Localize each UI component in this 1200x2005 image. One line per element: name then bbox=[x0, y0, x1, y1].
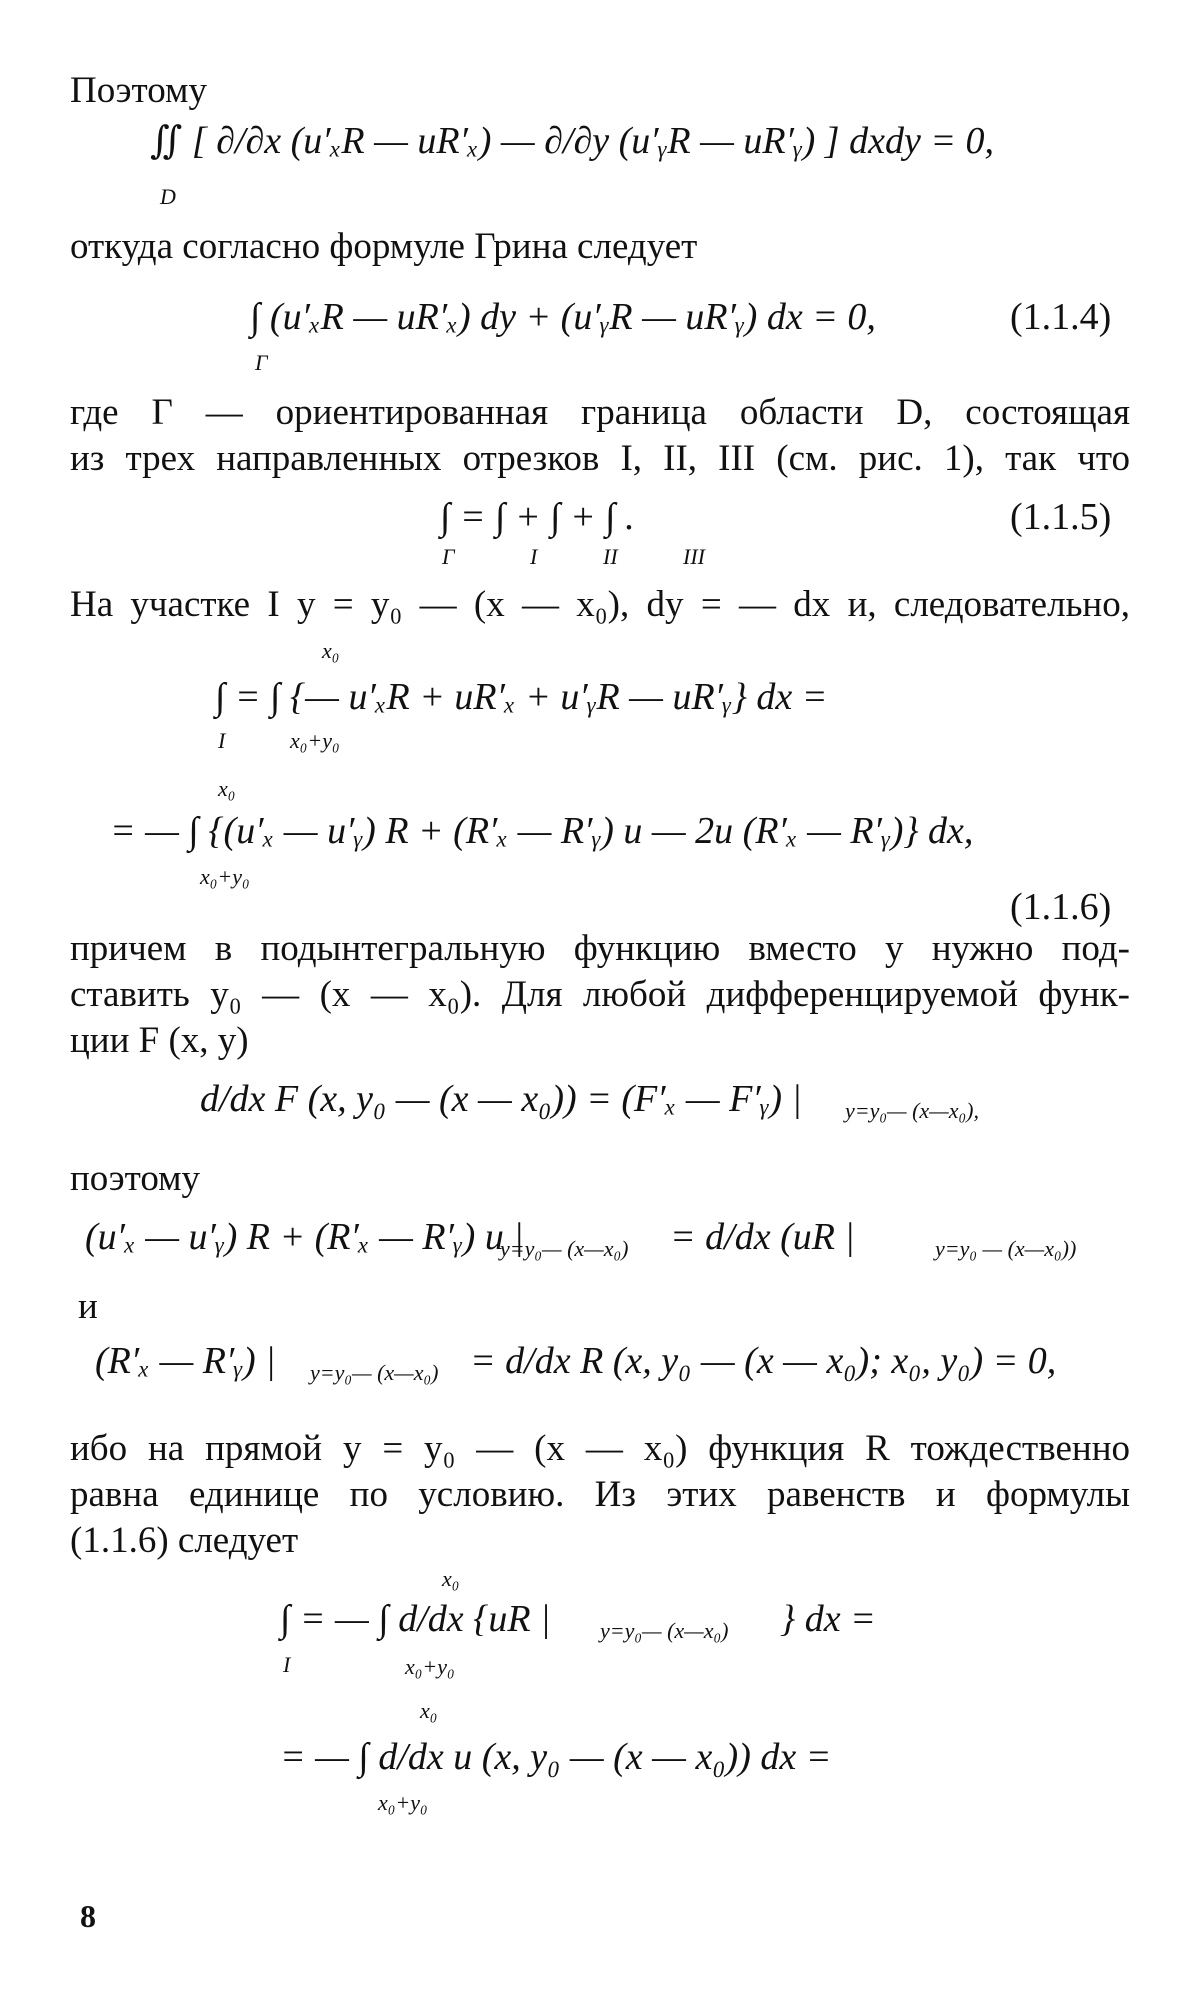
evaluation-subscript: y=y₀— (x—x₀) bbox=[600, 1618, 729, 1643]
evaluation-subscript: y=y₀— (x—x₀) bbox=[500, 1236, 629, 1261]
integral-lower-limit: x₀+y₀ bbox=[290, 728, 340, 753]
equation: = d/dx R (x, y₀ — (x — x₀); x₀, y₀) = 0, bbox=[470, 1340, 1057, 1382]
equation: = — ∫ {(u′ₓ — u′ᵧ) R + (R′ₓ — R′ᵧ) u — 2u (R′ₓ — R′ᵧ)} dx, bbox=[110, 810, 974, 852]
equation-number: (1.1.6) bbox=[1010, 886, 1112, 928]
equation: } dx = bbox=[780, 1598, 876, 1640]
integral-subscript: Γ bbox=[255, 350, 268, 375]
text-line: ставить y₀ — (x — x₀). Для любой дифференцируемой функ- bbox=[70, 974, 1130, 1015]
integral-lower-limit: x₀+y₀ bbox=[200, 864, 250, 889]
text-line: (1.1.6) следует bbox=[70, 1520, 299, 1561]
equation-number: (1.1.4) bbox=[1010, 296, 1112, 338]
integral-subscript: D bbox=[160, 184, 176, 209]
equation: ∫ = ∫ {— u′ₓR + uR′ₓ + u′ᵧR — uR′ᵧ} dx = bbox=[215, 676, 828, 718]
integral-subscript: I bbox=[530, 544, 538, 569]
integral-subscript: I bbox=[283, 1652, 291, 1677]
page-number: 8 bbox=[80, 1898, 96, 1934]
integral-upper-limit: x₀ bbox=[218, 776, 236, 801]
text-line: причем в подынтегральную функцию вместо y нужно под- bbox=[70, 928, 1130, 969]
integral-upper-limit: x₀ bbox=[420, 1698, 438, 1723]
integral-lower-limit: x₀+y₀ bbox=[378, 1790, 428, 1815]
equation: ∬ [ ∂/∂x (u′ₓR — uR′ₓ) — ∂/∂y (u′ᵧR — uR′ᵧ) ] dxdy = 0, bbox=[150, 120, 994, 162]
equation: ∫ (u′ₓR — uR′ₓ) dy + (u′ᵧR — uR′ᵧ) dx = 0, bbox=[250, 296, 876, 338]
text-line: из трех направленных отрезков I, II, III (см. рис. 1), так что bbox=[70, 438, 1130, 479]
integral-subscript: II bbox=[603, 544, 618, 569]
equation: (u′ₓ — u′ᵧ) R + (R′ₓ — R′ᵧ) u | bbox=[85, 1216, 524, 1258]
equation: (R′ₓ — R′ᵧ) | bbox=[95, 1340, 276, 1382]
integral-upper-limit: x₀ bbox=[322, 638, 340, 663]
equation-number: (1.1.5) bbox=[1010, 496, 1112, 538]
text-line: Поэтому bbox=[70, 70, 207, 111]
text-line: поэтому bbox=[70, 1158, 201, 1199]
text-line: откуда согласно формуле Грина следует bbox=[70, 226, 698, 267]
evaluation-subscript: y=y₀— (x—x₀), bbox=[845, 1098, 979, 1123]
equation: d/dx F (x, y₀ — (x — x₀)) = (F′ₓ — F′ᵧ) | bbox=[200, 1078, 803, 1120]
integral-subscript: Γ bbox=[442, 544, 455, 569]
text-line: ции F (x, y) bbox=[70, 1020, 249, 1061]
text-line: где Γ — ориентированная граница области D, состоящая bbox=[70, 392, 1130, 433]
text-line: На участке I y = y₀ — (x — x₀), dy = — dx и, следовательно, bbox=[70, 584, 1130, 625]
integral-subscript: III bbox=[683, 544, 705, 569]
evaluation-subscript: y=y₀— (x—x₀) bbox=[310, 1360, 439, 1385]
evaluation-subscript: y=y₀ — (x—x₀)) bbox=[935, 1236, 1077, 1261]
integral-lower-limit: x₀+y₀ bbox=[405, 1654, 455, 1679]
text-line: ибо на прямой y = y₀ — (x — x₀) функция R тождественно bbox=[70, 1428, 1130, 1469]
text-line: и bbox=[78, 1286, 98, 1327]
equation: = d/dx (uR | bbox=[670, 1216, 855, 1258]
equation: = — ∫ d/dx u (x, y₀ — (x — x₀)) dx = bbox=[280, 1736, 832, 1778]
equation: ∫ = ∫ + ∫ + ∫ . bbox=[440, 496, 635, 538]
equation: ∫ = — ∫ d/dx {uR | bbox=[280, 1598, 551, 1640]
integral-upper-limit: x₀ bbox=[442, 1566, 460, 1591]
integral-subscript: I bbox=[218, 728, 226, 753]
text-line: равна единице по условию. Из этих равенств и формулы bbox=[70, 1474, 1130, 1515]
